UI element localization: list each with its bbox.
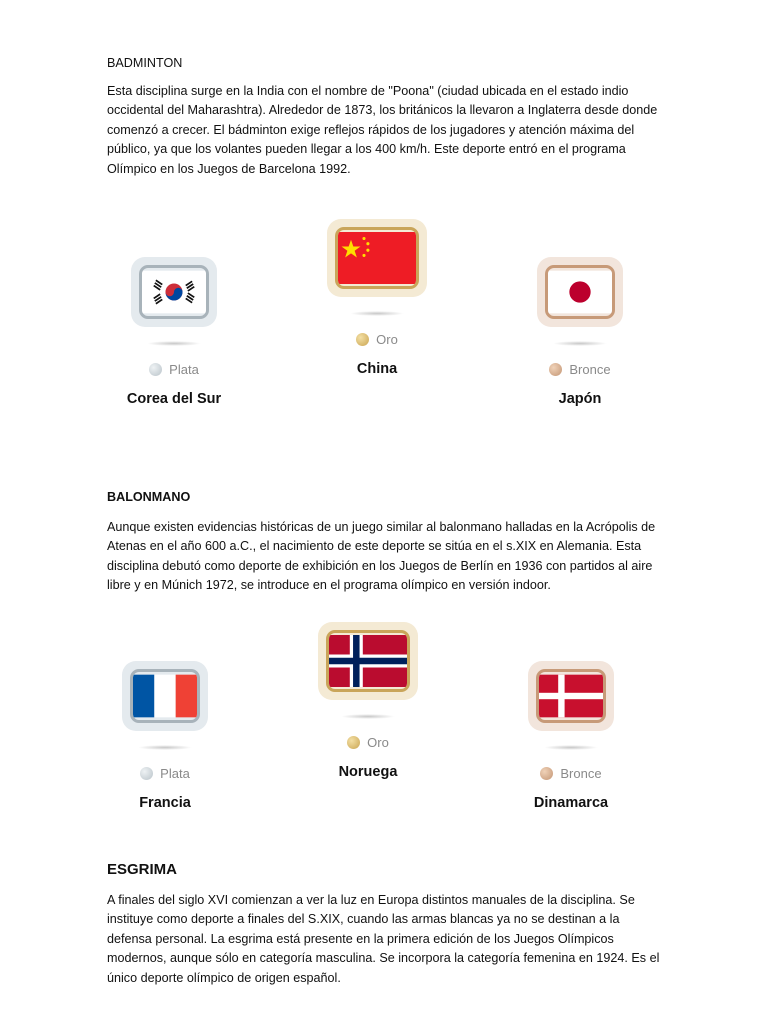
badge-shadow	[341, 714, 395, 719]
podium-gold	[317, 219, 437, 377]
silver-medal-icon	[149, 363, 162, 376]
badge-shadow	[553, 341, 607, 346]
paragraph-balonmano: Aunque existen evidencias históricas de un juego similar al balonmano halladas en la Acrópolis de Atenas en el año 600 a.C., el nacimiento de este deporte se sitúa en el s.XIX en Alemania. Esta disciplina debutó como deporte de exhibición en los Juegos de Berlín en 1936 con partidos al aire libre y en Múnich 1972, se introduce en el programa olímpico en versión indoor.	[107, 520, 656, 593]
china-flag-icon	[335, 227, 419, 289]
podium-silver	[114, 257, 234, 407]
bronze-medal-icon	[549, 363, 562, 376]
medal-label	[105, 766, 225, 781]
section-title-esgrima: ESGRIMA	[107, 861, 178, 878]
silver-medal-icon	[140, 767, 153, 780]
badge-shadow	[147, 341, 201, 346]
country-name: Corea del Sur	[126, 391, 222, 407]
badge-shadow	[138, 745, 192, 750]
medal-text: Bronce	[569, 362, 611, 377]
medal-label	[511, 766, 631, 781]
country-name: Dinamarca	[533, 795, 609, 811]
country-name: Japón	[558, 391, 602, 407]
medal-label	[520, 362, 640, 377]
country-name: Noruega	[338, 764, 398, 780]
podium-bronze	[511, 661, 631, 811]
flag-badge	[318, 622, 418, 700]
france-flag-icon	[130, 669, 200, 723]
podium-bronze	[520, 257, 640, 407]
podium-gold	[308, 622, 428, 780]
section-title-badminton: BADMINTON	[107, 56, 183, 70]
norway-flag-icon	[326, 630, 410, 692]
medal-label	[114, 362, 234, 377]
country-name: Francia	[139, 795, 191, 811]
south-korea-flag-icon	[139, 265, 209, 319]
flag-badge	[528, 661, 614, 731]
gold-medal-icon	[347, 736, 360, 749]
medal-text: Plata	[160, 766, 190, 781]
denmark-flag-icon	[536, 669, 606, 723]
paragraph-esgrima: A finales del siglo XVI comienzan a ver la luz en Europa distintos manuales de la disciplina. Se instituye como deporte a finales del S.XIX, cuando las armas blancas ya no se destinan a la defensa personal. La esgrima está presente en la primera edición de los Juegos Olímpicos modernos, aunque sólo en categoría masculina. Se incorpora la categoría femenina en 1924. Es el único deporte olímpico de origen español.	[107, 893, 660, 985]
badge-shadow	[350, 311, 404, 316]
medal-label	[317, 332, 437, 347]
paragraph-badminton: Esta disciplina surge en la India con el nombre de "Poona" (ciudad ubicada en el estado indio occidental del Maharashtra). Alrededor de 1873, los británicos la llevaron a Inglaterra desde donde comenzó a crecer. El bádminton exige reflejos rápidos de los jugadores y atención máxima del público, ya que los volantes pueden llegar a los 400 km/h. Este deporte entró en el programa Olímpico en los Juegos de Barcelona 1992.	[107, 84, 658, 176]
flag-badge	[537, 257, 623, 327]
section-title-balonmano: BALONMANO	[107, 490, 191, 504]
podium-silver	[105, 661, 225, 811]
bronze-medal-icon	[540, 767, 553, 780]
country-name: China	[356, 361, 398, 377]
gold-medal-icon	[356, 333, 369, 346]
medal-text: Bronce	[560, 766, 602, 781]
medal-text: Oro	[376, 332, 398, 347]
medal-text: Plata	[169, 362, 199, 377]
medal-text: Oro	[367, 735, 389, 750]
japan-flag-icon	[545, 265, 615, 319]
medal-label	[308, 735, 428, 750]
badge-shadow	[544, 745, 598, 750]
flag-badge	[131, 257, 217, 327]
flag-badge	[122, 661, 208, 731]
flag-badge	[327, 219, 427, 297]
